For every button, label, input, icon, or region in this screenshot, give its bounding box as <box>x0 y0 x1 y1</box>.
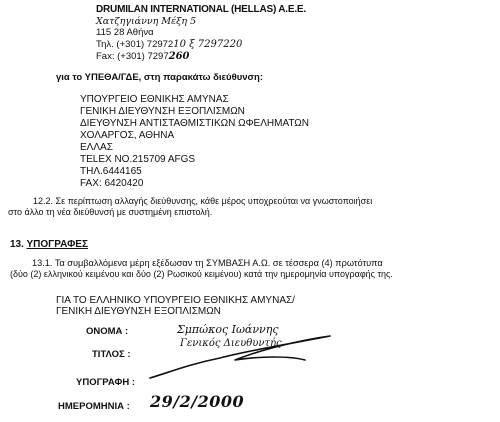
recipient-line-7: ΤΗΛ.6444165 <box>80 166 142 177</box>
company-phone-label: Τηλ. (+301) 72972 <box>96 39 174 50</box>
clause-13-1-line-2: (δύο (2) ελληνικού κειμένου και δύο (2) Ρωσικού κειμένου) κατά την ημερομηνία υπογραφής της. <box>10 269 393 279</box>
signature-label: ΥΠΟΓΡΑΦΗ : <box>76 377 135 388</box>
company-name: DRUMILAN INTERNATIONAL (HELLAS) A.E.E. <box>96 4 306 15</box>
title-value-handwritten: Γενικός Διευθυντής <box>180 338 282 349</box>
recipient-line-1: ΥΠΟΥΡΓΕΙΟ ΕΘΝΙΚΗΣ ΑΜΥΝΑΣ <box>80 94 229 105</box>
company-fax-handwritten: 260 <box>168 51 190 62</box>
intro-line: για το ΥΠΕΘΑ/ΓΔΕ, στη παρακάτω διεύθυνση: <box>56 72 263 83</box>
recipient-line-5: ΕΛΛΑΣ <box>80 142 113 153</box>
section-13-number: 13. <box>10 239 24 250</box>
recipient-line-3: ΔΙΕΥΘΥΝΣΗ ΑΝΤΙΣΤΑΘΜΙΣΤΙΚΩΝ ΩΦΕΛΗΜΑΤΩΝ <box>80 118 310 129</box>
section-13-title: ΥΠΟΓΡΑΦΕΣ <box>26 239 88 250</box>
clause-13-1-line-1: 13.1. Τα συμβαλλόμενα μέρη εξέδωσαν τη ΣΥΜΒΑΣΗ Α.Ω. σε τέσσερα (4) πρωτότυπα <box>32 258 383 268</box>
recipient-line-6: TELEX NO.215709 AFGS <box>80 154 196 165</box>
signatory-line-1: ΓΙΑ ΤΟ ΕΛΛΗΝΙΚΟ ΥΠΟΥΡΓΕΙΟ ΕΘΝΙΚΗΣ ΑΜΥΝΑΣ/ <box>56 295 295 306</box>
recipient-line-8: FAX: 6420420 <box>80 178 144 189</box>
company-phone-handwritten: 10 ξ 7297220 <box>173 39 243 50</box>
company-address-street: Χατζηγιάννη Μέξη 5 <box>96 16 197 27</box>
name-value-handwritten: Σμπώκος Ιωάννης <box>177 323 279 336</box>
title-label: ΤΙΤΛΟΣ : <box>92 349 131 360</box>
clause-12-2-line-1: 12.2. Σε περίπτωση αλλαγής διεύθυνσης, κάθε μέρος υποχρεούται να γνωστοποιήσει <box>33 196 373 206</box>
date-value-handwritten: 29/2/2000 <box>150 392 245 411</box>
signatory-line-2: ΓΕΝΙΚΗ ΔΙΕΥΘΥΝΣΗ ΕΞΟΠΛΙΣΜΩΝ <box>56 306 221 317</box>
date-label: ΗΜΕΡΟΜΗΝΙΑ : <box>58 401 130 412</box>
clause-12-2-line-2: στο άλλο τη νέα διεύθυνσή με συστημένη επιστολή. <box>8 207 213 217</box>
name-label: ΟΝΟΜΑ : <box>86 326 129 337</box>
recipient-line-4: ΧΟΛΑΡΓΟΣ, ΑΘΗΝΑ <box>80 130 175 141</box>
company-address-city: 115 28 Αθήνα <box>96 27 154 38</box>
company-fax-label: Fax: (+301) 7297 <box>96 51 169 62</box>
recipient-line-2: ΓΕΝΙΚΗ ΔΙΕΥΘΥΝΣΗ ΕΞΟΠΛΙΣΜΩΝ <box>80 106 245 117</box>
